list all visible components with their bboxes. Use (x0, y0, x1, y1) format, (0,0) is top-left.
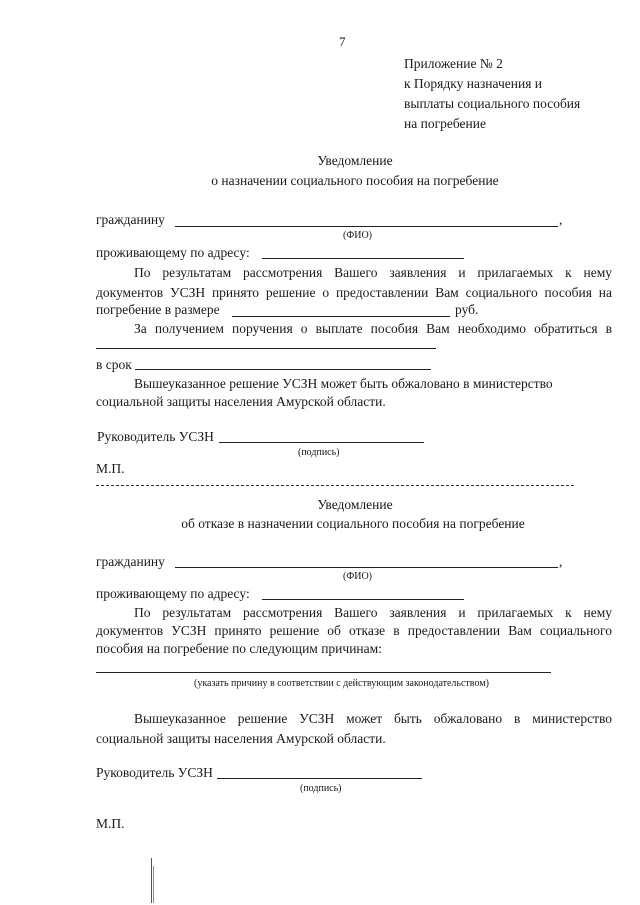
notice1-citizen-label: гражданину (96, 212, 165, 227)
notice1-head-label: Руководитель УСЗН (97, 429, 214, 444)
notice1-signature-line (219, 442, 424, 443)
appendix-line-2: к Порядку назначения и (404, 76, 543, 91)
notice2-seal: М.П. (96, 816, 125, 831)
notice2-signature-line (217, 778, 422, 779)
notice1-fio-caption: (ФИО) (343, 230, 373, 241)
notice2-address-label: проживающему по адресу: (96, 586, 250, 601)
appendix-line-1: Приложение № 2 (404, 56, 503, 71)
notice1-para3-line2: социальной защиты населения Амурской области. (96, 394, 386, 409)
notice2-title: Уведомление (317, 497, 393, 512)
notice1-seal: М.П. (96, 461, 125, 476)
notice1-para2-line1: За получением поручения о выплате пособия Вам необходимо обратиться в (134, 321, 612, 336)
notice1-amount-label: погребение в размере (96, 302, 220, 317)
notice1-para1-line2: документов УСЗН принято решение о предоставлении Вам социального пособия на (96, 285, 612, 300)
notice1-office-line (96, 348, 436, 349)
notice1-title: Уведомление (317, 153, 393, 168)
notice2-address-line (262, 599, 464, 600)
appendix-line-3: выплаты социального пособия (404, 96, 581, 111)
notice2-reason-caption: (указать причину в соответствии с действующим законодательством) (194, 678, 489, 689)
notice1-signature-caption: (подпись) (298, 447, 340, 458)
document-page: 7 Приложение № 2 к Порядку назначения и выплаты социального пособия на погребение Уведомление о назначении социального пособия на погребение гражданину , (ФИО) проживающему по адресу: По результатам рассмотрения Вашего заявления и прилагаемых к нему документов УСЗН принято решение о предоставлении Вам социального пособия на погребение в размере руб. За получением поручения о выплате пособия Вам необходимо обратиться в в срок Вышеуказанное решение УСЗН может быть обжаловано в министерство социальной защиты населения Амурской области. Руководитель УСЗН (подпись) М.П. Уведомление об отказе в назначении социального пособия на погребение гражданину , (ФИО) проживающему по адресу: По результатам рассмотрения Вашего заявления и прилагаемых к нему документов УСЗН принято решение об отказе в предоставлении Вам социального пособия на погребение по следующим причинам: (указать причину в соответствии с действующим законодательством) Вышеуказанное решение УСЗН может быть обжаловано в министерство социальной защиты населения Амурской области. Руководитель УСЗН (подпись) М.П. (0, 0, 640, 905)
notice1-term-label: в срок (96, 357, 132, 372)
notice1-amount-unit: руб. (455, 302, 479, 317)
notice2-para1-line1: По результатам рассмотрения Вашего заявления и прилагаемых к нему (134, 605, 612, 620)
notice2-fio-caption: (ФИО) (343, 571, 373, 582)
notice2-para2-line2: социальной защиты населения Амурской области. (96, 731, 386, 746)
notice1-para3-line1: Вышеуказанное решение УСЗН может быть обжаловано в министерство (134, 376, 553, 391)
notice1-citizen-line (175, 226, 558, 227)
notice2-head-label: Руководитель УСЗН (96, 765, 213, 780)
appendix-line-4: на погребение (404, 116, 486, 131)
notice2-para1-line2: документов УСЗН принято решение об отказе в предоставлении Вам социального (96, 623, 612, 638)
notice1-amount-line (232, 316, 450, 317)
notice2-citizen-label: гражданину (96, 554, 165, 569)
notice2-reason-line (96, 672, 551, 673)
notice2-signature-caption: (подпись) (300, 783, 342, 794)
notice2-para1-line3: пособия на погребение по следующим причинам: (96, 641, 382, 656)
section-separator (96, 485, 574, 486)
notice1-address-label: проживающему по адресу: (96, 245, 250, 260)
notice1-address-line (262, 258, 464, 259)
notice2-para2-line1: Вышеуказанное решение УСЗН может быть обжаловано в министерство (134, 711, 612, 726)
notice2-citizen-line (175, 567, 558, 568)
notice1-subtitle: о назначении социального пособия на погребение (211, 173, 499, 188)
notice1-para1-line1: По результатам рассмотрения Вашего заявления и прилагаемых к нему (134, 265, 612, 280)
notice1-term-line (135, 369, 431, 370)
scan-artifact (151, 858, 152, 903)
notice2-subtitle: об отказе в назначении социального пособия на погребение (181, 516, 525, 531)
page-number: 7 (339, 34, 346, 49)
